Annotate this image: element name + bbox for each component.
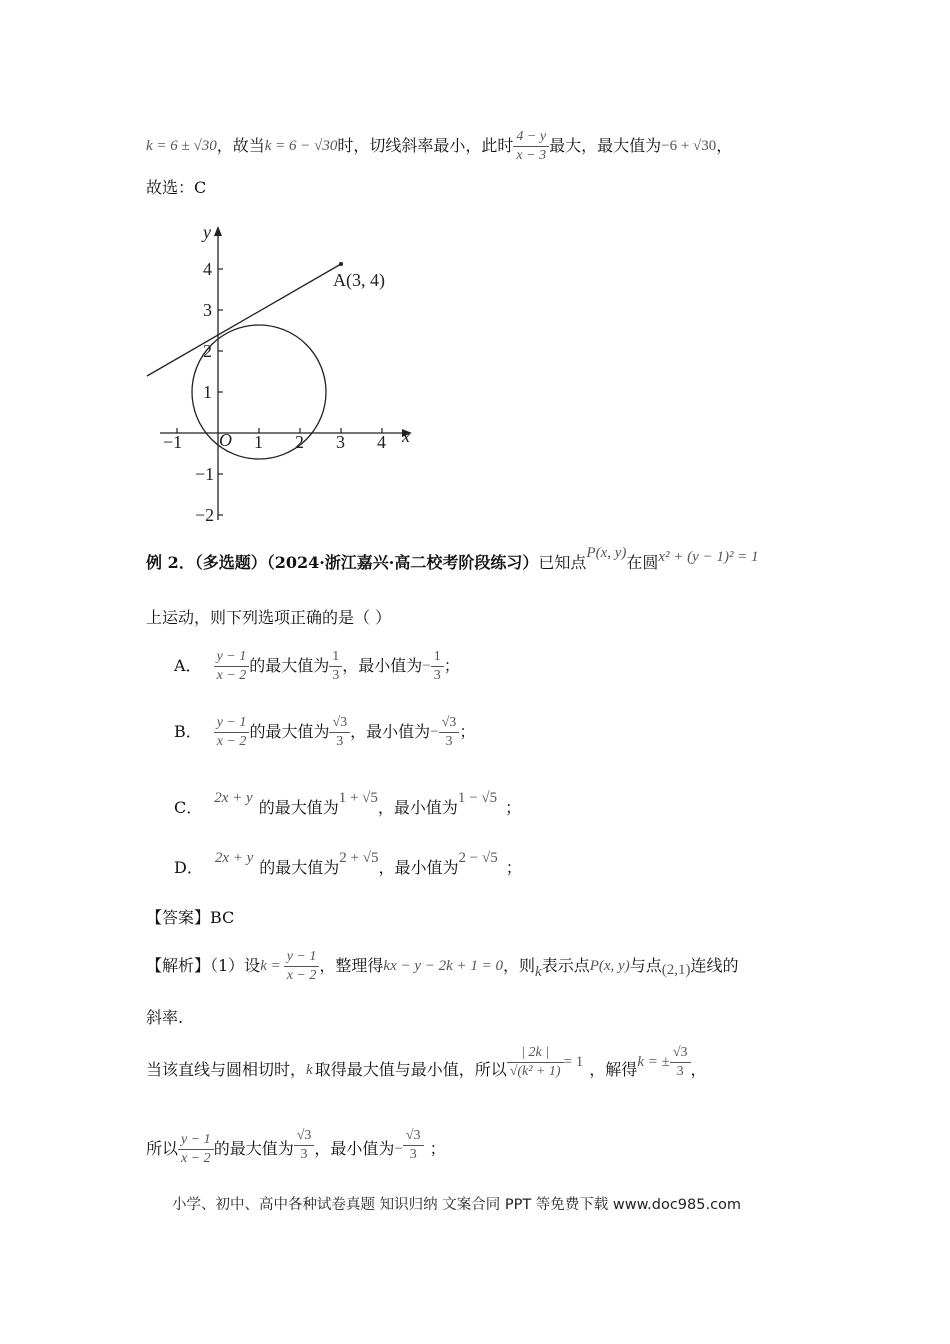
text: 最大，最大值为 (549, 136, 662, 155)
text: 已知点 (538, 553, 587, 572)
max-value: 1 + √5 (338, 789, 378, 806)
answer-label: 【答案】BC (146, 908, 235, 927)
text: ，解得 (589, 1060, 638, 1079)
text: ； (459, 722, 476, 741)
circle-equation: x² + (y − 1)² = 1 (658, 548, 759, 565)
text: 所以 (146, 1139, 179, 1158)
max-value: 2 + √5 (339, 849, 379, 866)
fraction-numerator: √3 (329, 716, 350, 733)
y-axis-label: y (203, 222, 211, 242)
x-tick-label: 1 (254, 432, 263, 452)
coordinate-figure (140, 220, 430, 530)
text: ； (429, 1139, 446, 1158)
fraction-denominator: √(k² + 1) (509, 1063, 561, 1079)
expression: 2x + y (214, 849, 254, 866)
fraction (214, 650, 250, 683)
k-equals: k = (260, 957, 281, 974)
fraction-numerator: y − 1 (214, 650, 250, 667)
text: ，最小值为 (350, 722, 431, 741)
text: 当该直线与圆相切时， (146, 1060, 307, 1079)
fraction-denominator: 3 (336, 733, 344, 749)
text: ，最小值为 (314, 1139, 395, 1158)
fraction-numerator: y − 1 (284, 950, 320, 967)
minus-sign: − (422, 657, 431, 674)
fraction-numerator: √3 (294, 1129, 315, 1146)
y-axis-arrow (214, 226, 222, 236)
distance-fraction (507, 1046, 564, 1079)
text: ，最小值为 (377, 798, 458, 817)
fraction-numerator: | 2k | (507, 1046, 564, 1063)
max-value: −6 + √30 (661, 137, 717, 154)
analysis-line-3 (146, 1040, 707, 1100)
expression: 2x + y (214, 789, 253, 806)
text: 在圆 (626, 553, 659, 572)
point-2-1: (2,1) (661, 961, 691, 978)
text: ，整理得 (319, 956, 384, 975)
text: ； (505, 798, 522, 817)
text: ，最小值为 (342, 656, 423, 675)
fraction-numerator: 1 (431, 650, 444, 667)
min-value: 1 − √5 (457, 789, 498, 806)
option-letter: B． (174, 722, 202, 741)
x-tick-label: 2 (295, 432, 304, 452)
y-tick-label: −2 (195, 505, 215, 525)
fraction-denominator: 3 (433, 667, 441, 683)
line-equation: kx − y − 2k + 1 = 0 (383, 957, 504, 974)
text: 的最大值为 (249, 656, 330, 675)
text: 的最大值为 (258, 798, 339, 817)
example-2-line (146, 544, 759, 578)
fraction-numerator: y − 1 (214, 716, 250, 733)
point-p: P(x, y) (586, 544, 627, 561)
y-tick-label: 1 (203, 382, 212, 402)
analysis-line-4 (146, 1124, 446, 1174)
fraction (329, 650, 342, 683)
point-a-label: A(3, 4) (333, 270, 385, 290)
x-tick-label: 3 (336, 432, 345, 452)
k-symbol: k (535, 963, 542, 980)
fraction-denominator: 3 (445, 733, 453, 749)
fraction (431, 650, 444, 683)
point-p: P(x, y) (589, 957, 630, 974)
example-2-line-2: 上运动，则下列选项正确的是（ ） (146, 608, 392, 627)
fraction-numerator: 1 (329, 650, 342, 667)
y-tick-label: 2 (203, 341, 212, 361)
text: ，最小值为 (378, 858, 459, 877)
option-a (174, 644, 460, 688)
fraction (513, 130, 549, 163)
text: 的最大值为 (259, 858, 340, 877)
k-expression: k = 6 ± √30 (146, 137, 217, 154)
page-footer: 小学、初中、高中各种试卷真题 知识归纳 文案合同 PPT 等免费下载 www.doc985.com (172, 1197, 742, 1213)
text: ，故当 (216, 136, 265, 155)
y-tick-label: 4 (203, 259, 212, 279)
fraction-numerator: √3 (670, 1046, 691, 1063)
k-symbol: k (306, 1061, 313, 1078)
fraction (178, 1133, 214, 1166)
fraction-numerator: y − 1 (178, 1133, 214, 1150)
fraction-numerator: 4 − y (513, 130, 549, 147)
text: 时，切线斜率最小，此时 (337, 136, 514, 155)
fraction (439, 716, 460, 749)
minus-sign: − (430, 723, 439, 740)
fraction (284, 950, 320, 983)
equals-one: = 1 (563, 1053, 584, 1070)
answer-choice-line: 故选：C (146, 178, 207, 197)
fraction-denominator: x − 2 (216, 667, 247, 683)
option-letter: C． (174, 798, 203, 817)
point-a (339, 262, 343, 266)
k-value: k = ± (637, 1053, 670, 1070)
option-b (174, 704, 475, 760)
text: 的最大值为 (249, 722, 330, 741)
fraction-numerator: √3 (403, 1129, 424, 1146)
example-label: 例 2．（多选题）（2024·浙江嘉兴·高二校考阶段练习） (146, 553, 539, 572)
text: ， (690, 1060, 707, 1079)
y-tick-label: −1 (195, 464, 215, 484)
text: ； (505, 858, 522, 877)
tangent-line (147, 264, 341, 376)
fraction-denominator: 3 (409, 1146, 417, 1162)
fraction (294, 1129, 315, 1162)
text: 【解析】（1）设 (146, 956, 261, 975)
option-d (174, 850, 522, 886)
text: 与点 (629, 956, 662, 975)
text: ， (716, 136, 733, 155)
fraction-denominator: 3 (332, 667, 340, 683)
text: 的最大值为 (213, 1139, 294, 1158)
origin-label: O (219, 430, 232, 450)
option-c (174, 790, 521, 826)
analysis-line-1 (146, 944, 738, 988)
text: 连线的 (690, 956, 739, 975)
option-letter: D． (174, 858, 203, 877)
solution-line-1 (146, 128, 732, 164)
text: 表示点 (541, 956, 590, 975)
fraction (403, 1129, 424, 1162)
option-letter: A． (174, 656, 202, 675)
text: ，则 (503, 956, 536, 975)
k-min-expression: k = 6 − √30 (264, 137, 338, 154)
min-value: 2 − √5 (458, 849, 498, 866)
fraction (214, 716, 250, 749)
fraction (329, 716, 350, 749)
fraction-denominator: x − 2 (286, 967, 317, 983)
y-tick-label: 3 (203, 300, 212, 320)
fraction-numerator: √3 (439, 716, 460, 733)
minus-sign: − (394, 1140, 403, 1157)
x-axis-label: x (402, 426, 410, 446)
fraction-denominator: 3 (300, 1146, 308, 1162)
text: ； (443, 656, 460, 675)
fraction-denominator: x − 2 (216, 733, 247, 749)
fraction-denominator: x − 3 (516, 147, 547, 163)
x-tick-label: −1 (163, 432, 183, 452)
fraction (670, 1046, 691, 1079)
fraction-denominator: 3 (676, 1063, 684, 1079)
analysis-line-2: 斜率. (146, 1008, 184, 1027)
fraction-denominator: x − 2 (181, 1150, 211, 1166)
x-tick-label: 4 (377, 432, 386, 452)
text: 取得最大值与最小值，所以 (314, 1060, 507, 1079)
